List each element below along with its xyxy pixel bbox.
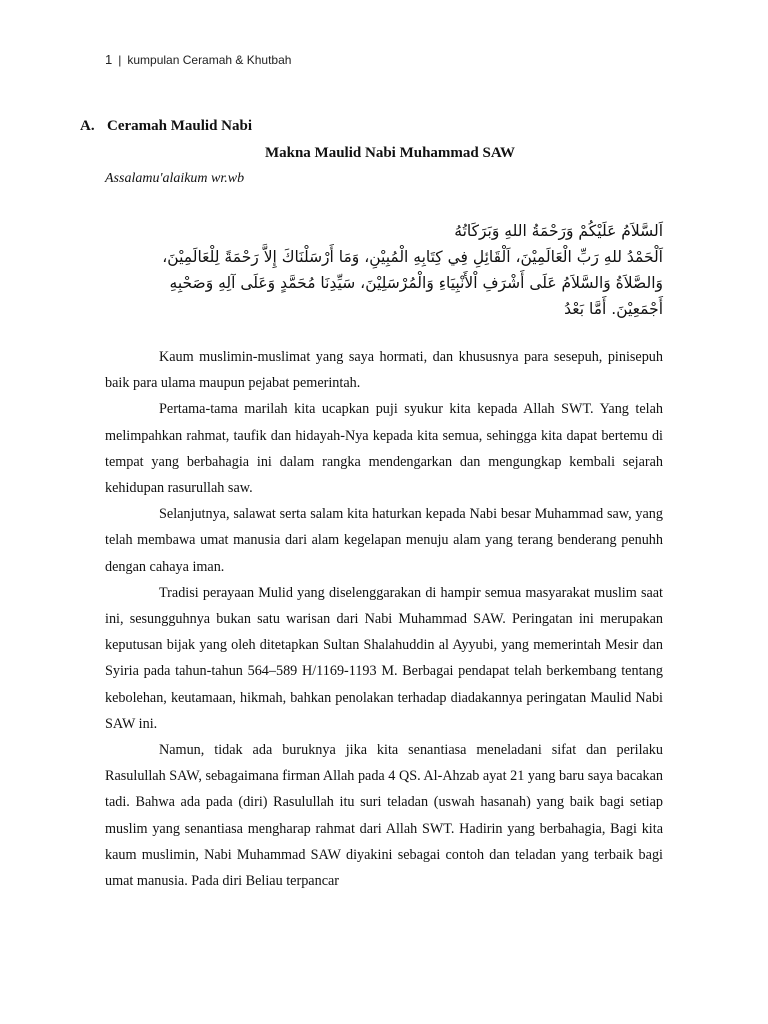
section-letter: A. xyxy=(80,118,95,134)
arabic-line: أَجْمَعِيْنَ. أَمَّا بَعْدُ xyxy=(564,300,663,318)
arabic-line: وَالصَّلاَةُ وَالسَّلاَمُ عَلَى أَشْرَفِ اْلأَنْبِيَاءِ وَالْمُرْسَلِيْنَ، سَيِّدِنَا مُحَمَّدٍ وَعَلَى آلِهِ وَصَحْبِهِ xyxy=(169,274,663,292)
greeting: Assalamu'alaikum wr.wb xyxy=(105,171,245,186)
section-title: Ceramah Maulid Nabi xyxy=(107,118,253,134)
paragraph: Kaum muslimin-muslimat yang saya hormati, dan khususnya para sesepuh, pinisepuh baik para ulama maupun pejabat pemerintah. xyxy=(105,349,663,392)
paragraph: Pertama-tama marilah kita ucapkan puji syukur kita kepada Allah SWT. Yang telah melimpahkan rahmat, taufik dan hidayah-Nya kepada kita semua, sehingga kita dapat bertemu di tempat yang berbahagia ini dalam rangka mendengarkan dan mengungkap kembali sejarah kehidupan rasurullah saw. xyxy=(105,401,663,497)
paragraph: Namun, tidak ada buruknya jika kita senantiasa meneladani sifat dan perilaku Rasulullah SAW, sebagaimana firman Allah pada 4 QS. Al-Ahzab ayat 21 yang baru saya bacakan tadi. Bahwa ada pada (diri) Rasulullah itu suri teladan (uswah hasanah) yang baik bagi setiap muslim yang senantiasa mengharap rahmat dari Allah SWT. Hadirin yang berbahagia, Bagi kita kaum muslimin, Nabi Muhammad SAW diyakini sebagai contoh dan teladan yang terbaik bagi umat manusia. Pada diri Beliau terpancar xyxy=(105,742,663,890)
arabic-opening xyxy=(105,218,663,322)
arabic-line: اَلْحَمْدُ للهِ رَبِّ الْعَالَمِيْنَ، اَلْقَائِلِ فِي كِتَابِهِ الْمُبِيْنِ، وَمَا أَرْسَلْنَاكَ إِلاَّ رَحْمَةً لِلْعَالَمِيْنَ، xyxy=(162,248,663,266)
section-heading xyxy=(80,118,252,135)
paragraph: Selanjutnya, salawat serta salam kita haturkan kepada Nabi besar Muhammad saw, yang telah membawa umat manusia dari alam kegelapan menuju alam yang terang benderang penuhh dengan cahaya iman. xyxy=(105,506,663,575)
paragraph: Tradisi perayaan Mulid yang diselenggarakan di hampir semua masyarakat muslim saat ini, sesungguhnya bukan satu warisan dari Nabi Muhammad SAW. Peringatan ini merupakan keputusan bijak yang oleh ditetapkan Sultan Shalahuddin al Ayyubi, yang memerintah Mesir dan Syiria pada tahun-tahun 564–589 H/1169-1193 M. Berbagai pendapat telah berkembang tentang kebolehan, keutamaan, hikmah, bahkan penolakan terhadap diadakannya peringatan Maulid Nabi SAW ini. xyxy=(105,584,663,732)
body-text xyxy=(105,344,663,894)
header-separator: | xyxy=(118,53,122,67)
document-title: Makna Maulid Nabi Muhammad SAW xyxy=(264,145,516,161)
page-header xyxy=(105,52,291,67)
arabic-line: اَلسَّلاَمُ عَلَيْكُمْ وَرَحْمَةُ اللهِ وَبَرَكَاتُهُ xyxy=(454,222,663,240)
running-title: kumpulan Ceramah & Khutbah xyxy=(127,53,292,67)
page-number: 1 xyxy=(105,52,113,67)
